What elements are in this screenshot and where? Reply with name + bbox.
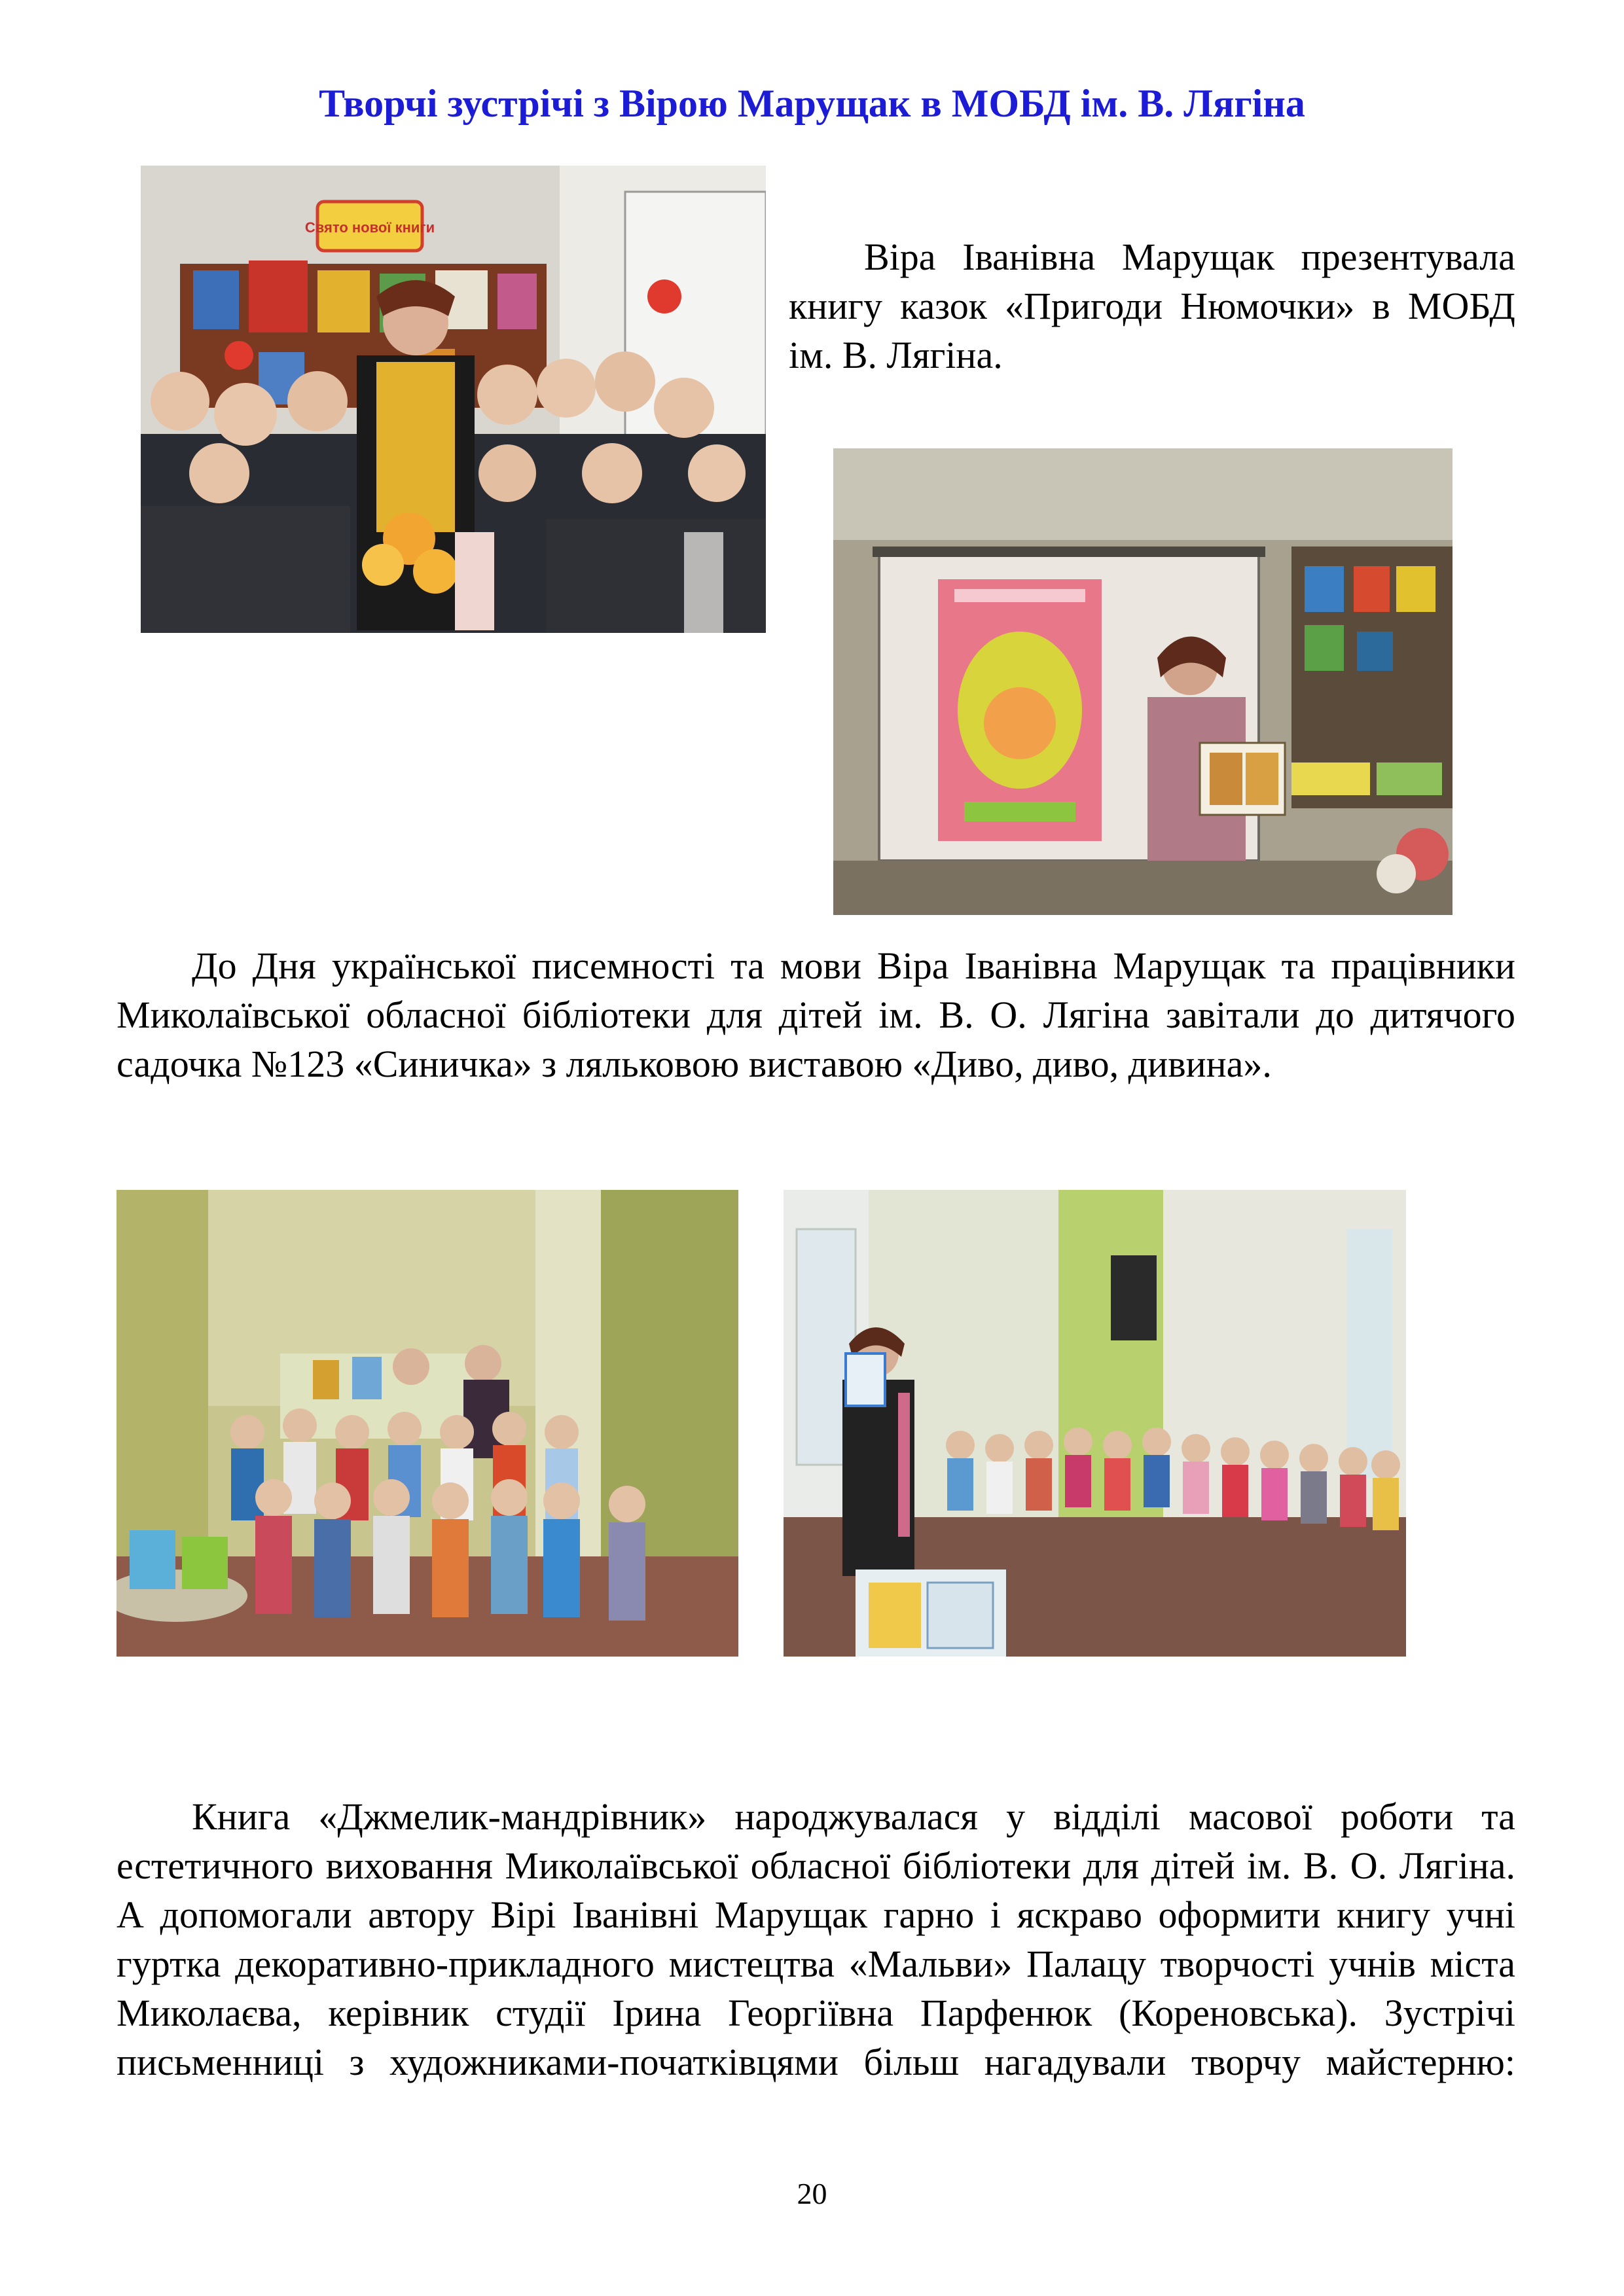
paragraph-dzhmelyk-book: Книга «Джмелик-мандрівник» народжувалася у відділі масової роботи та естетичного виховання Миколаївської обласної бібліотеки для дітей ім. В. О. Лягіна. А допомогали автору Вірі Іванівні Марущак гарно і яскраво оформити книгу учні гуртка декоративно-прикладного мистецтва «Мальви» Палацу творчості учнів міста Миколаєва, керівник студії Ірина Георгіївна Парфенюк (Кореновська). Зустрічі письменниці з художниками-початківцями більш нагадували творчу майстерню: bbox=[117, 1795, 1515, 2083]
paragraph-writing-day: До Дня української писемності та мови Віра Іванівна Марущак та працівники Миколаївської обласної бібліотеки для дітей ім. В. О. Лягіна завітали до дитячого садочка №123 «Синичка» з ляльковою виставою «Диво, диво, дивина». bbox=[117, 944, 1515, 1085]
intro-paragraph: Віра Іванівна Марущак презентувала книгу казок «Пригоди Нюмочки» в МОБД ім. В. Лягіна. bbox=[789, 236, 1515, 376]
photo-kindergarten-group bbox=[117, 1190, 738, 1657]
photo-puppet-show bbox=[784, 1190, 1406, 1657]
photo-children-book-festival bbox=[141, 166, 766, 633]
page-title: Творчі зустрічі з Вірою Марущак в МОБД ім. В. Лягіна bbox=[319, 82, 1305, 125]
page-number: 20 bbox=[797, 2177, 827, 2210]
photo-author-presentation bbox=[833, 448, 1453, 915]
banner-text: Свято нової книги bbox=[304, 219, 435, 236]
